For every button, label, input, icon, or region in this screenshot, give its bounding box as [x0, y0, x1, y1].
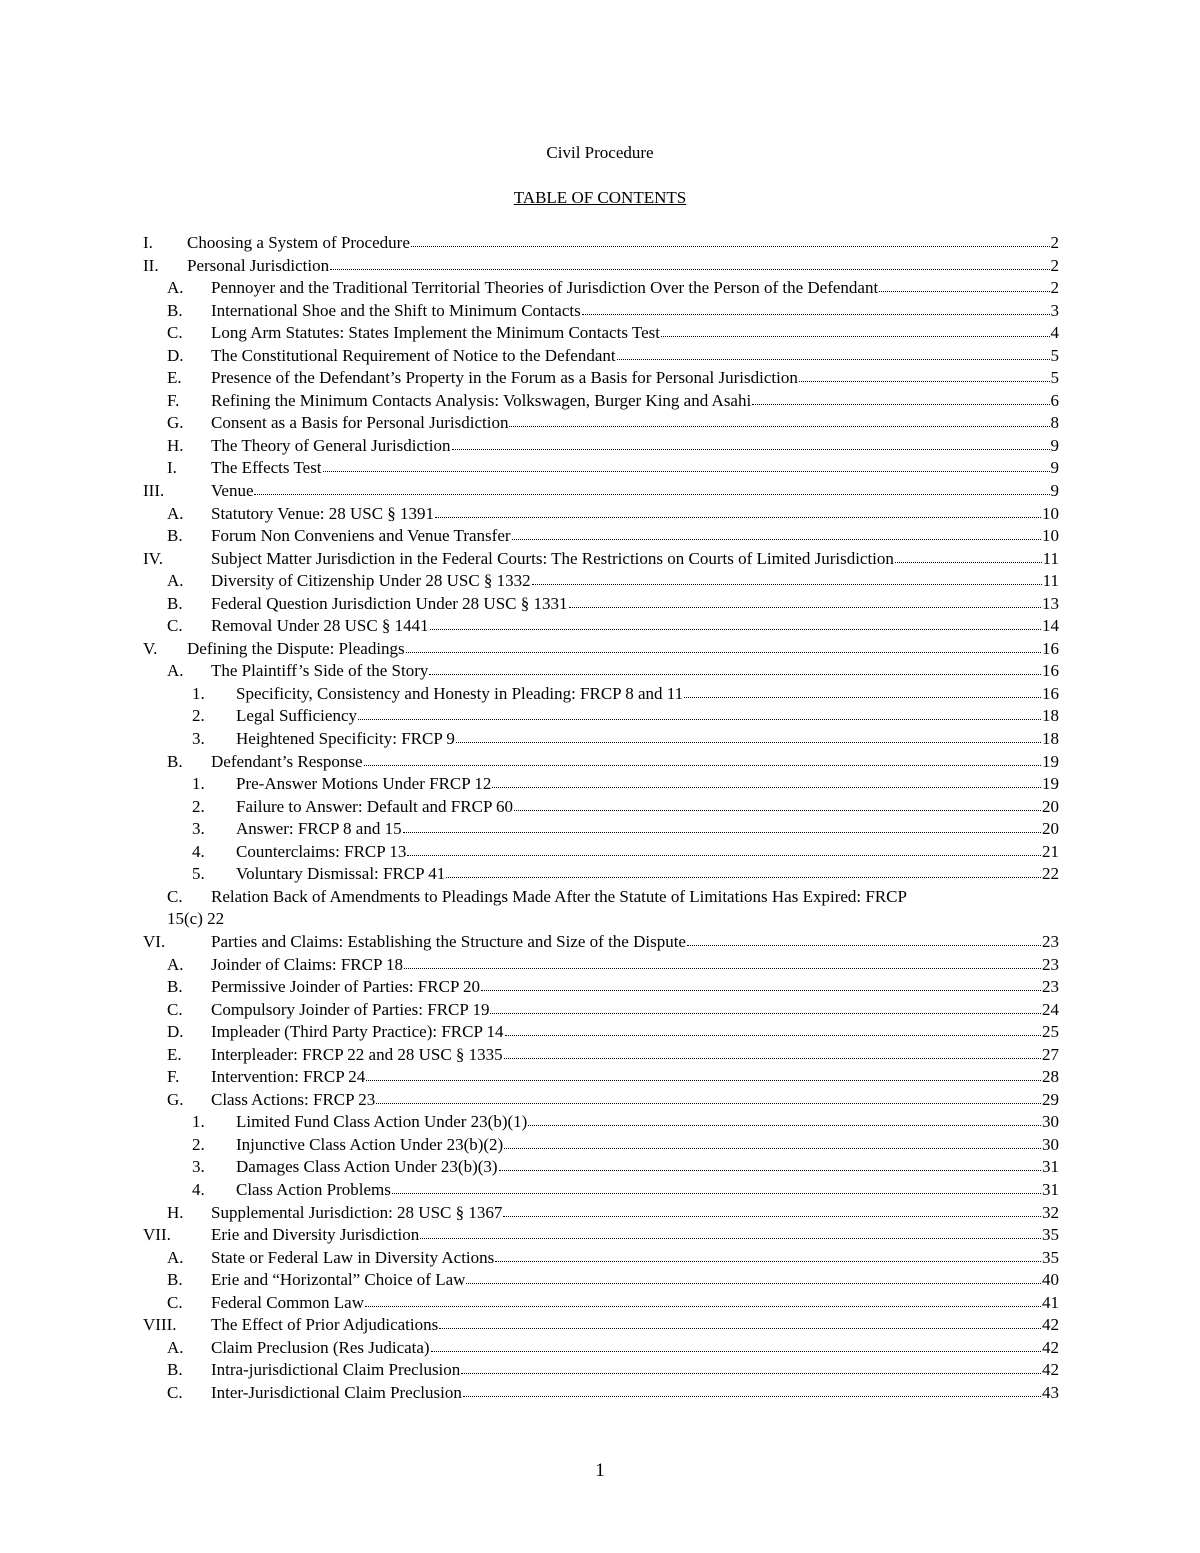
toc-entry[interactable] [143, 1021, 1059, 1044]
dot-leader [514, 798, 1041, 811]
toc-entry-page: 42 [1042, 1315, 1059, 1335]
toc-entry-number: F. [167, 1067, 180, 1087]
toc-entry-page: 30 [1042, 1134, 1059, 1154]
toc-entry-page: 40 [1042, 1270, 1059, 1290]
toc-entry-title: Pre-Answer Motions Under FRCP 12 [236, 774, 492, 794]
toc-entry[interactable] [143, 570, 1059, 593]
toc-entry[interactable] [143, 976, 1059, 999]
toc-entry-page: 10 [1042, 503, 1059, 523]
dot-leader [569, 595, 1042, 608]
dot-leader [446, 865, 1041, 878]
toc-entry-number: C. [167, 323, 183, 343]
dot-leader [503, 1204, 1041, 1217]
toc-entry-page: 2 [1050, 278, 1059, 298]
toc-entry-number: II. [143, 255, 159, 275]
toc-entry-number: IV. [143, 548, 163, 568]
toc-entry-title: Statutory Venue: 28 USC § 1391 [211, 503, 435, 523]
dot-leader [403, 820, 1041, 833]
toc-entry-page: 2 [1050, 233, 1059, 252]
toc-entry[interactable] [143, 503, 1059, 526]
toc-entry-number: 2. [192, 706, 205, 726]
toc-entry[interactable] [143, 345, 1059, 368]
toc-heading: TABLE OF CONTENTS [513, 188, 687, 207]
toc-entry-title: Federal Question Jurisdiction Under 28 USC § 1331 [211, 593, 568, 613]
toc-entry-number: VI. [143, 931, 166, 951]
toc-entry-number: H. [167, 435, 184, 455]
toc-entry-page: 29 [1042, 1089, 1059, 1109]
toc-entry[interactable] [143, 435, 1059, 458]
toc-entry[interactable] [143, 480, 1059, 503]
toc-entry[interactable] [143, 1359, 1059, 1382]
toc-entry[interactable] [143, 818, 1059, 841]
toc-entry[interactable] [143, 638, 1059, 661]
toc-entry[interactable] [143, 615, 1059, 638]
toc-entry-title: Diversity of Citizenship Under 28 USC § 1332 [211, 571, 531, 591]
toc-entry[interactable] [143, 931, 1059, 954]
toc-entry-title: Personal Jurisdiction [187, 255, 330, 275]
toc-entry-page: 18 [1042, 706, 1059, 726]
toc-entry-title: Long Arm Statutes: States Implement the Minimum Contacts Test [211, 323, 660, 343]
toc-entry[interactable] [143, 1247, 1059, 1270]
toc-entry-number: 1. [192, 1112, 205, 1132]
page-number: 1 [595, 1460, 605, 1481]
toc-entry-title: Relation Back of Amendments to Pleadings Made After the Statute of Limitations Has Expired: FRCP [211, 886, 907, 906]
toc-entry-number: B. [167, 1270, 183, 1290]
dot-leader [617, 347, 1050, 360]
toc-entry-number: A. [167, 278, 184, 298]
toc-entry-title: The Effects Test [211, 458, 322, 478]
toc-entry[interactable] [143, 1179, 1059, 1202]
toc-entry-number: C. [167, 999, 183, 1019]
toc-entry-wrapped[interactable] [143, 886, 1059, 931]
toc-entry-title: Supplemental Jurisdiction: 28 USC § 1367 [211, 1202, 503, 1222]
toc-entry[interactable] [143, 1382, 1059, 1405]
dot-leader [429, 663, 1041, 676]
toc-entry-page: 16 [1042, 683, 1059, 703]
dot-leader [879, 279, 1049, 292]
toc-entry[interactable] [143, 255, 1059, 278]
toc-entry-page: 13 [1042, 593, 1059, 613]
toc-entry-page: 3 [1050, 300, 1059, 320]
toc-entry-page: 35 [1042, 1247, 1059, 1267]
toc-entry-title: The Theory of General Jurisdiction [211, 435, 451, 455]
toc-entry-page: 32 [1042, 1202, 1059, 1222]
toc-entry-title: Damages Class Action Under 23(b)(3) [236, 1157, 498, 1177]
dot-leader [456, 730, 1041, 743]
toc-entry-page: 18 [1042, 729, 1059, 749]
toc-entry-number: III. [143, 481, 165, 501]
toc-entry-title: Intra-jurisdictional Claim Preclusion [211, 1360, 461, 1380]
toc-entry-number: 1. [192, 774, 205, 794]
toc-entry-title: State or Federal Law in Diversity Actions [211, 1247, 495, 1267]
toc-entry-title: Answer: FRCP 8 and 15 [236, 819, 402, 839]
toc-entry[interactable] [143, 412, 1059, 435]
toc-entry[interactable] [143, 705, 1059, 728]
toc-entry[interactable] [143, 1134, 1059, 1157]
toc-entry-page: 5 [1050, 368, 1059, 388]
dot-leader [404, 956, 1041, 969]
toc-entry-title: Class Action Problems [236, 1179, 391, 1199]
toc-entry-page: 23 [1042, 977, 1059, 997]
toc-entry[interactable] [143, 773, 1059, 796]
toc-entry-title: Interpleader: FRCP 22 and 28 USC § 1335 [211, 1044, 503, 1064]
dot-leader [752, 392, 1049, 405]
toc-entry-title: Forum Non Conveniens and Venue Transfer [211, 526, 511, 546]
toc-entry-title: Impleader (Third Party Practice): FRCP 14 [211, 1022, 504, 1042]
toc-entry-number: 3. [192, 819, 205, 839]
toc-entry-title: Limited Fund Class Action Under 23(b)(1) [236, 1112, 528, 1132]
toc-entry-page: 10 [1042, 526, 1059, 546]
toc-entry-title: Subject Matter Jurisdiction in the Federal Courts: The Restrictions on Courts of Limited Jurisdiction [211, 548, 894, 568]
toc-entry-title: Parties and Claims: Establishing the Structure and Size of the Dispute [211, 931, 686, 951]
toc-entry-number: A. [167, 1337, 184, 1357]
dot-leader [431, 1339, 1041, 1352]
dot-leader [481, 978, 1041, 991]
toc-entry[interactable] [143, 548, 1059, 571]
toc-entry[interactable] [143, 593, 1059, 616]
dot-leader [582, 302, 1050, 315]
toc-entry[interactable] [143, 796, 1059, 819]
dot-leader [376, 1091, 1041, 1104]
toc-entry-title: Inter-Jurisdictional Claim Preclusion [211, 1382, 462, 1402]
toc-entry-number: I. [143, 233, 153, 252]
toc-entry-number: V. [143, 638, 158, 658]
toc-entry-title: The Constitutional Requirement of Notice to the Defendant [211, 345, 616, 365]
toc-entry[interactable] [143, 1202, 1059, 1225]
toc-entry-number: 5. [192, 864, 205, 884]
toc-entry-title: Erie and “Horizontal” Choice of Law [211, 1270, 466, 1290]
dot-leader [461, 1361, 1041, 1374]
dot-leader [509, 414, 1049, 427]
dot-leader [452, 437, 1050, 450]
toc-entry-title: Venue [211, 481, 254, 501]
toc-entry-number: VIII. [143, 1315, 177, 1335]
toc-entry[interactable] [143, 277, 1059, 300]
toc-entry-title: Defining the Dispute: Pleadings [187, 638, 405, 658]
toc-entry-page: 27 [1042, 1044, 1059, 1064]
toc-entry-title: Choosing a System of Procedure [187, 233, 410, 252]
toc-entry[interactable] [143, 1314, 1059, 1337]
toc-entry-number: B. [167, 1360, 183, 1380]
toc-entry-page: 23 [1042, 954, 1059, 974]
toc-entry-number: C. [167, 886, 183, 906]
toc-entry[interactable] [143, 457, 1059, 480]
toc-entry-number: 2. [192, 1134, 205, 1154]
toc-entry-page: 28 [1042, 1067, 1059, 1087]
toc-entry-title: Pennoyer and the Traditional Territorial Theories of Jurisdiction Over the Person of the Defendant [211, 278, 879, 298]
toc-entry[interactable] [143, 660, 1059, 683]
toc-entry[interactable] [143, 367, 1059, 390]
toc-entry-title: International Shoe and the Shift to Minimum Contacts [211, 300, 581, 320]
dot-leader [392, 1181, 1041, 1194]
toc-entry-page: 9 [1050, 481, 1059, 501]
dot-leader [661, 324, 1050, 337]
toc-entry[interactable] [143, 1337, 1059, 1360]
toc-entry-page: 19 [1042, 774, 1059, 794]
dot-leader [490, 1001, 1041, 1014]
dot-leader [406, 640, 1041, 653]
toc-entry[interactable] [143, 751, 1059, 774]
toc-entry-number: 2. [192, 796, 205, 816]
toc-entry-title: Intervention: FRCP 24 [211, 1067, 366, 1087]
dot-leader [365, 1294, 1041, 1307]
toc-entry-title: Erie and Diversity Jurisdiction [211, 1225, 420, 1245]
toc-entry[interactable] [143, 999, 1059, 1022]
toc-entry-page: 20 [1042, 819, 1059, 839]
toc-entry-page: 21 [1042, 841, 1059, 861]
toc-entry[interactable] [143, 1156, 1059, 1179]
toc-entry[interactable] [143, 728, 1059, 751]
toc-entry-number: A. [167, 503, 184, 523]
toc-entry-title-continued: 15(c) 22 [167, 909, 225, 929]
toc-entry[interactable] [143, 1066, 1059, 1089]
toc-entry[interactable] [143, 390, 1059, 413]
dot-leader [466, 1271, 1041, 1284]
toc-entry-number: A. [167, 661, 184, 681]
toc-entry-number: E. [167, 368, 182, 388]
toc-entry-page: 42 [1042, 1337, 1059, 1357]
toc-entry-page: 25 [1042, 1022, 1059, 1042]
toc-entry-number: VII. [143, 1225, 171, 1245]
toc-entry[interactable] [143, 1269, 1059, 1292]
toc-entry-number: A. [167, 1247, 184, 1267]
dot-leader [439, 1316, 1041, 1329]
toc-entry[interactable] [143, 322, 1059, 345]
document-title: Civil Procedure [546, 143, 654, 162]
toc-entry-page: 4 [1050, 323, 1059, 343]
toc-entry-number: G. [167, 413, 184, 433]
dot-leader [254, 482, 1049, 495]
toc-entry-number: B. [167, 977, 183, 997]
dot-leader [799, 369, 1050, 382]
toc-entry[interactable] [143, 954, 1059, 977]
toc-entry[interactable] [143, 683, 1059, 706]
dot-leader [895, 550, 1042, 563]
dot-leader [499, 1159, 1041, 1172]
toc-entry[interactable] [143, 1044, 1059, 1067]
dot-leader [407, 843, 1041, 856]
toc-entry-title: Class Actions: FRCP 23 [211, 1089, 376, 1109]
toc-entry-page: 16 [1042, 638, 1059, 658]
dot-leader [463, 1384, 1041, 1397]
toc-entry-page: 9 [1050, 458, 1059, 478]
toc-entry-title: Claim Preclusion (Res Judicata) [211, 1337, 430, 1357]
toc-entry-page: 41 [1042, 1292, 1059, 1312]
toc-entry-page: 35 [1042, 1225, 1059, 1245]
toc-section-group [143, 232, 1059, 886]
dot-leader [505, 1023, 1041, 1036]
toc-entry-title: Refining the Minimum Contacts Analysis: Volkswagen, Burger King and Asahi [211, 390, 752, 410]
toc-entry[interactable] [143, 232, 1059, 255]
toc-entry-number: 1. [192, 683, 205, 703]
toc-entry-title: Heightened Specificity: FRCP 9 [236, 729, 455, 749]
toc-entry-page: 11 [1042, 571, 1059, 591]
toc-entry-title: The Plaintiff’s Side of the Story [211, 661, 429, 681]
toc-entry[interactable] [143, 300, 1059, 323]
toc-entry[interactable] [143, 1224, 1059, 1247]
dot-leader [366, 1068, 1041, 1081]
dot-leader [492, 775, 1041, 788]
toc-entry-page: 23 [1042, 931, 1059, 951]
toc-entry-number: B. [167, 751, 183, 771]
toc-entry-title: Presence of the Defendant’s Property in the Forum as a Basis for Personal Jurisdiction [211, 368, 798, 388]
dot-leader [411, 234, 1050, 247]
toc-entry-number: D. [167, 1022, 184, 1042]
toc-entry-page: 9 [1050, 435, 1059, 455]
toc-entry-number: G. [167, 1089, 184, 1109]
toc-entry[interactable] [143, 841, 1059, 864]
dot-leader [532, 572, 1042, 585]
toc-entry-number: I. [167, 458, 177, 478]
toc-entry-title: The Effect of Prior Adjudications [211, 1315, 439, 1335]
toc-entry-number: 3. [192, 729, 205, 749]
toc-entry[interactable] [143, 525, 1059, 548]
toc-entry-title: Legal Sufficiency [236, 706, 358, 726]
toc-entry-title: Failure to Answer: Default and FRCP 60 [236, 796, 514, 816]
toc-entry-page: 42 [1042, 1360, 1059, 1380]
toc-entry-title: Counterclaims: FRCP 13 [236, 841, 407, 861]
toc-entry[interactable] [143, 1292, 1059, 1315]
toc-entry-title: Joinder of Claims: FRCP 18 [211, 954, 404, 974]
toc-entry-page: 31 [1042, 1179, 1059, 1199]
toc-entry-title: Consent as a Basis for Personal Jurisdiction [211, 413, 509, 433]
toc-entry-page: 5 [1050, 345, 1059, 365]
toc-entry-number: E. [167, 1044, 182, 1064]
toc-entry-page: 8 [1050, 413, 1059, 433]
toc-entry-title: Specificity, Consistency and Honesty in Pleading: FRCP 8 and 11 [236, 683, 684, 703]
toc-entry-number: B. [167, 526, 183, 546]
toc-entry-title: Permissive Joinder of Parties: FRCP 20 [211, 977, 481, 997]
toc-entry-page: 6 [1050, 390, 1059, 410]
dot-leader [684, 685, 1041, 698]
toc-section-group [143, 931, 1059, 1404]
toc-entry-page: 2 [1050, 255, 1059, 275]
dot-leader [504, 1136, 1041, 1149]
dot-leader [504, 1046, 1041, 1059]
toc-entry-number: B. [167, 593, 183, 613]
toc-entry-page: 30 [1042, 1112, 1059, 1132]
toc-entry-page: 43 [1042, 1382, 1059, 1402]
toc-entry[interactable] [143, 863, 1059, 886]
toc-entry-page: 16 [1042, 661, 1059, 681]
table-of-contents [143, 232, 1059, 1404]
dot-leader [512, 527, 1041, 540]
toc-entry-number: A. [167, 954, 184, 974]
dot-leader [323, 460, 1050, 473]
toc-entry-number: A. [167, 571, 184, 591]
toc-entry-title: Federal Common Law [211, 1292, 364, 1312]
toc-entry-title: Voluntary Dismissal: FRCP 41 [236, 864, 446, 884]
toc-entry-number: F. [167, 390, 180, 410]
dot-leader [330, 257, 1049, 270]
toc-entry-number: C. [167, 1292, 183, 1312]
toc-entry[interactable] [143, 1089, 1059, 1112]
dot-leader [687, 933, 1041, 946]
toc-entry-number: 3. [192, 1157, 205, 1177]
toc-entry-number: C. [167, 616, 183, 636]
toc-entry-number: 4. [192, 1179, 205, 1199]
toc-entry-title: Injunctive Class Action Under 23(b)(2) [236, 1134, 504, 1154]
toc-entry-page: 31 [1042, 1157, 1059, 1177]
dot-leader [435, 505, 1041, 518]
toc-entry-title: Removal Under 28 USC § 1441 [211, 616, 429, 636]
dot-leader [358, 708, 1041, 721]
dot-leader [495, 1249, 1041, 1262]
toc-entry[interactable] [143, 1111, 1059, 1134]
toc-entry-page: 14 [1042, 616, 1059, 636]
toc-entry-number: 4. [192, 841, 205, 861]
dot-leader [364, 753, 1041, 766]
toc-entry-title: Compulsory Joinder of Parties: FRCP 19 [211, 999, 490, 1019]
toc-entry-page: 19 [1042, 751, 1059, 771]
toc-entry-number: H. [167, 1202, 184, 1222]
dot-leader [430, 617, 1041, 630]
dot-leader [420, 1226, 1041, 1239]
toc-entry-number: D. [167, 345, 184, 365]
toc-entry-page: 22 [1042, 864, 1059, 884]
toc-entry-number: C. [167, 1382, 183, 1402]
dot-leader [528, 1113, 1041, 1126]
toc-entry-page: 11 [1042, 548, 1059, 568]
toc-entry-number: B. [167, 300, 183, 320]
toc-entry-page: 20 [1042, 796, 1059, 816]
toc-entry-page: 24 [1042, 999, 1059, 1019]
toc-entry-title: Defendant’s Response [211, 751, 363, 771]
